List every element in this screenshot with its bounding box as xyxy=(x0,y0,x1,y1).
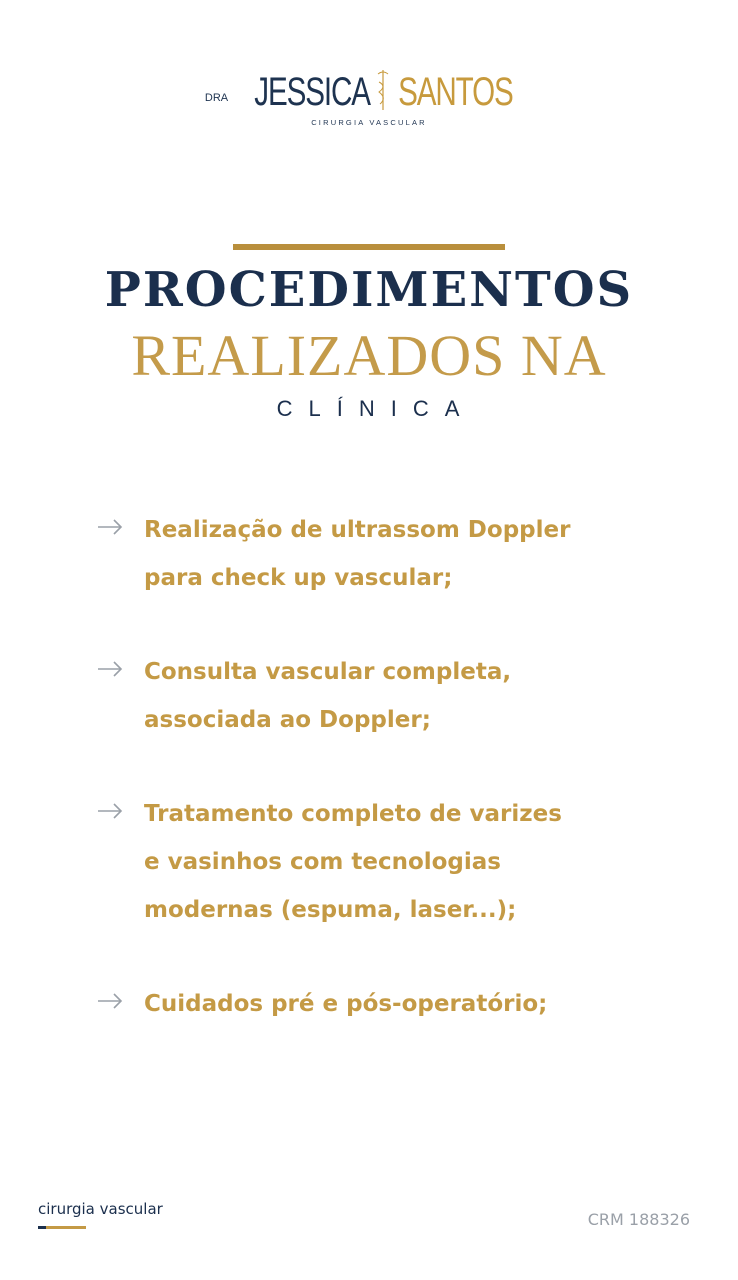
title-line-2: REALIZADOS NA xyxy=(131,323,607,388)
list-item-text: Tratamento completo de varizes e vasinhos com tecnologias modernas (espuma, laser...); xyxy=(144,801,562,923)
arrow-right-icon xyxy=(96,802,124,820)
arrow-right-icon xyxy=(96,518,124,536)
footer-underline xyxy=(38,1226,86,1229)
title-line-1: PROCEDIMENTOS xyxy=(104,262,634,318)
list-item-text: Cuidados pré e pós-operatório; xyxy=(144,991,548,1017)
arrow-right-icon xyxy=(96,992,124,1010)
logo-last-name: SANTOS xyxy=(398,70,513,114)
logo-first-name: JESSICA xyxy=(254,70,371,114)
logo-subtitle: CIRURGIA VASCULAR xyxy=(311,118,427,127)
footer-specialty: cirurgia vascular xyxy=(38,1200,163,1218)
list-item-text: Realização de ultrassom Doppler para check up vascular; xyxy=(144,517,571,591)
caduceus-icon xyxy=(376,68,390,112)
list-item-text: Consulta vascular completa, associada ao Doppler; xyxy=(144,659,512,733)
title-divider xyxy=(233,244,505,250)
brand-logo xyxy=(0,68,738,127)
title-line-3: CLÍNICA xyxy=(276,396,476,421)
logo-prefix: DRA xyxy=(204,92,229,104)
footer-crm: CRM 188326 xyxy=(587,1210,690,1229)
arrow-right-icon xyxy=(96,660,124,678)
